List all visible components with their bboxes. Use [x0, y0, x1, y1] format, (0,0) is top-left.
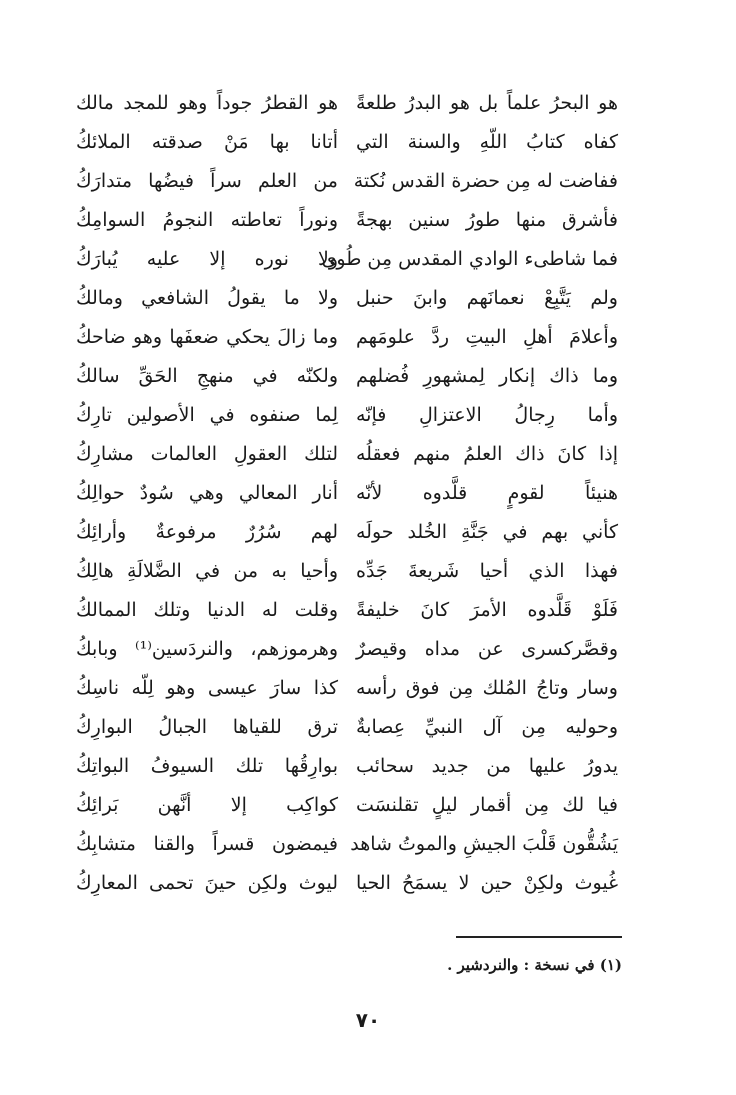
first-hemistich: كفاه كتابُ اللّهِ والسنة التي: [356, 131, 618, 153]
verse-row: [0, 630, 736, 669]
second-hemistich: لتلك العقولِ العالمات مشارِكُ: [76, 443, 338, 465]
first-hemistich: وأعلامَ أهلِ البيتِ ردَّ علومَهم: [356, 326, 618, 348]
footnote: (١) في نسخة : والنردشير .: [447, 956, 622, 974]
first-hemistich: هنيئاً لقومٍ قلَّدوه لأنّه: [356, 482, 618, 504]
first-hemistich: وسار وتاجُ المُلك مِن فوق رأسه: [356, 677, 618, 699]
first-hemistich: هو البحرُ علماً بل هو البدرُ طلعةً: [356, 92, 618, 114]
second-hemistich: ولا ما يقولُ الشافعي ومالكُ: [76, 287, 338, 309]
second-hemistich: أنار المعالي وهي سُودٌ حوالِكُ: [76, 482, 338, 504]
first-hemistich: غُيوث ولكِنْ حين لا يسمَحُ الحيا: [356, 872, 618, 894]
first-hemistich: فهذا الذي أحيا شَريعةَ جَدِّه: [356, 560, 618, 582]
second-hemistich: ولا نوره إلا عليه يُبارَكُ: [76, 248, 338, 270]
verse-row: [0, 513, 736, 552]
second-hemistich: ولكنّه في منهجِ الحَقِّ سالكُ: [76, 365, 338, 387]
first-hemistich: فَلَوْ قَلَّدوه الأمرَ كانَ خليفةً: [356, 599, 618, 621]
first-hemistich: وأما رِجالُ الاعتزالِ فإنّه: [356, 404, 618, 426]
verse-row: [0, 591, 736, 630]
verse-row: [0, 864, 736, 903]
second-hemistich: من العلم سراً فيضُها متدارَكُ: [76, 170, 338, 192]
footnote-divider: [456, 936, 622, 938]
second-hemistich-with-footnote-mark: وهرموزهم، والنردَسين⁽¹⁾ وبابكُ: [76, 638, 338, 660]
verse-row: [0, 708, 736, 747]
verse-row: [0, 84, 736, 123]
verse-row: [0, 552, 736, 591]
first-hemistich: ففاضت له مِن حضرة القدس نُكتة: [353, 170, 618, 192]
verse-row: [0, 435, 736, 474]
verse-row: [0, 240, 736, 279]
second-hemistich: وأحيا به من في الضَّلالَةِ هالِكُ: [76, 560, 338, 582]
second-hemistich: ونوراً تعاطته النجومُ السوامِكُ: [76, 209, 338, 231]
first-hemistich: إذا كانَ ذاك العلمُ منهم فعقلُه: [356, 443, 618, 465]
second-hemistich: بوارِقُها تلك السيوفُ البواتِكُ: [76, 755, 338, 777]
verse-row: [0, 318, 736, 357]
first-hemistich: فيا لك مِن أقمار ليلٍ تقلنسَت: [356, 794, 618, 816]
second-hemistich: ليوث ولكِن حينَ تحمى المعارِكُ: [76, 872, 338, 894]
second-hemistich: ترق للقياها الجبالُ البوارِكُ: [76, 716, 338, 738]
first-hemistich: ولم يَتَّبِعْ نعمانَهم وابنَ حنبل: [356, 287, 618, 309]
poem: [0, 84, 736, 903]
second-hemistich: لهم سُرُرٌ مرفوعةٌ وأرائِكُ: [76, 521, 338, 543]
verse-row: [0, 747, 736, 786]
verse-row: [0, 123, 736, 162]
second-hemistich: كذا سارَ عيسى وهو لِلّه ناسِكُ: [76, 677, 338, 699]
verse-row: [0, 357, 736, 396]
verse-row: [0, 201, 736, 240]
first-hemistich: وقصَّركسرى عن مداه وقيصرٌ: [356, 638, 618, 660]
second-hemistich: لِما صنفوه في الأصولين تارِكُ: [76, 404, 338, 426]
verse-row: [0, 669, 736, 708]
second-hemistich: هو القطرُ جوداً وهو للمجد مالك: [76, 92, 338, 114]
first-hemistich: فأشرق منها طورُ سنين بهجةً: [356, 209, 618, 231]
second-hemistich: كواكِب إلا أنَّهن بَرائِكُ: [76, 794, 338, 816]
first-hemistich: وحوليه مِن آل النبيِّ عِصابةٌ: [356, 716, 618, 738]
page-number: ٧٠: [355, 1008, 381, 1032]
verse-row: [0, 162, 736, 201]
verse-row: [0, 786, 736, 825]
first-hemistich: يَشُقُّون قَلْبَ الجيشِ والموتُ شاهد: [350, 833, 618, 855]
verse-row: [0, 396, 736, 435]
first-hemistich: كأني بهم في جَنَّةِ الخُلد حولَه: [356, 521, 618, 543]
first-hemistich: وما ذاك إنكار لِمشهورِ فُضلهم: [356, 365, 618, 387]
second-hemistich: فيمضون قسراً والقنا متشابِكُ: [76, 833, 338, 855]
verse-row: [0, 279, 736, 318]
first-hemistich: يدورُ عليها من جديد سحائب: [356, 755, 618, 777]
verse-row: [0, 474, 736, 513]
second-hemistich: وما زالَ يحكي ضعفَها وهو ضاحكُ: [76, 326, 338, 348]
second-hemistich: وقلت له الدنيا وتلك الممالكُ: [76, 599, 338, 621]
first-hemistich: فما شاطىء الوادي المقدس مِن طُوى: [321, 248, 618, 270]
second-hemistich: أتانا بها مَنْ صدقته الملائكُ: [76, 131, 338, 153]
verse-row: [0, 825, 736, 864]
